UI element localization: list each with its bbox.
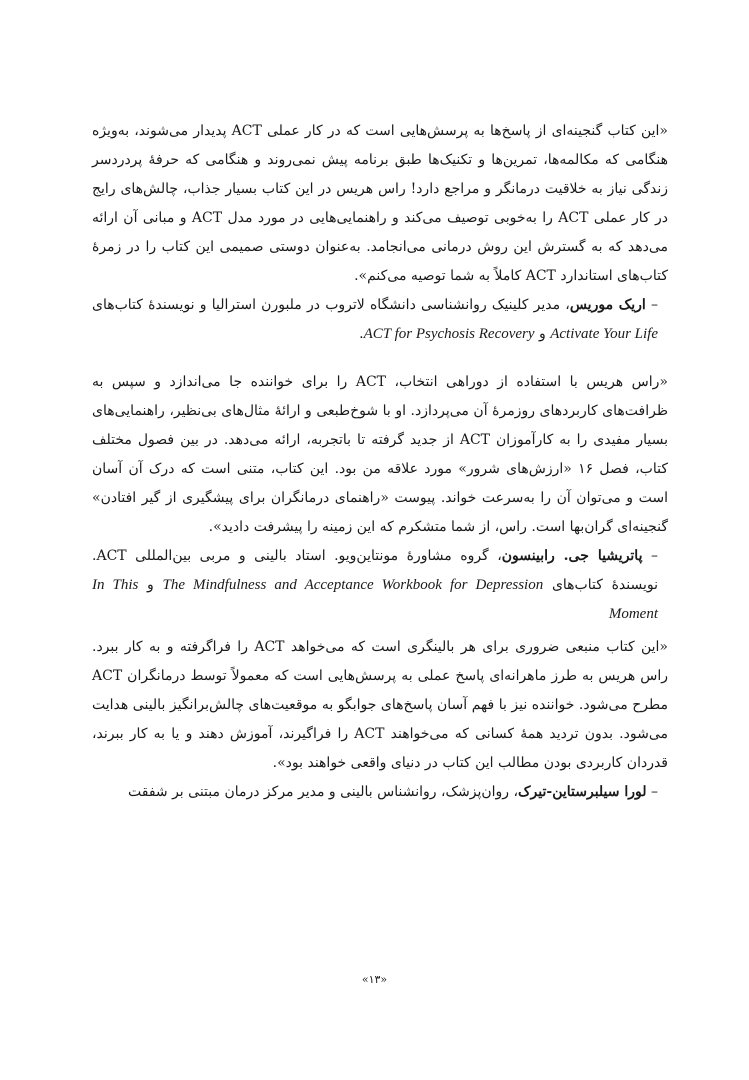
endorsement-quote: «راس هریس با استفاده از دوراهی انتخاب، ACT را برای خواننده جا می‌اندازد و سپس به ظرافت‌های کاربردهای روزمرهٔ آن می‌پردازد. او با شوخ‌طبعی و ارائهٔ مثال‌های بی‌نظیر، راهنمایی‌های بسیار مفیدی را به کارآموزان ACT از جدید گرفته تا باتجربه، ارائه می‌دهد. در بین فصول مختلف کتاب، فصل ۱۶ «ارزش‌های شرور» مورد علاقه من بود. این کتاب، متنی است که درک آن آسان است و می‌توان آن را به‌سرعت خواند. پیوست «راهنمای درمانگران برای پیشگیری از گیر افتادن» گنجینه‌ای گران‌بها است. راس، از شما متشکرم که این زمینه را پیشرفت دادید». [92, 374, 668, 535]
book-title: ACT for Psychosis Recovery [363, 326, 535, 342]
endorsement-attribution: – لورا سیلبرستاین-تیرک، روان‌پزشک، روانشناس بالینی و مدیر مرکز درمان مبتنی بر شفقت [127, 784, 658, 800]
endorser-name: لورا سیلبرستاین-تیرک [518, 784, 647, 800]
endorser-role: ، گروه مشاورهٔ مونتاین‌ویو. استاد بالینی و مربی بین‌المللی ACT. نویسندهٔ کتاب‌های [92, 548, 658, 593]
endorsement-attribution: – اریک موریس، مدیر کلینیک روانشناسی دانشگاه لاتروب در ملبورن استرالیا و نویسندهٔ کتاب‌های Activate Your Life و ACT for Psychosis Recovery. [92, 297, 658, 342]
book-title: In This Moment [92, 577, 658, 622]
endorsement-attribution: – پاتریشیا جی. رابینسون، گروه مشاورهٔ مونتاین‌ویو. استاد بالینی و مربی بین‌المللی ACT. نویسندهٔ کتاب‌های The Mindfulness and Acceptance Workbook for Depression و In This Moment [92, 548, 658, 622]
endorsement-block-3 [92, 633, 668, 807]
endorser-role: ، مدیر کلینیک روانشناسی دانشگاه لاتروب در ملبورن استرالیا و نویسندهٔ کتاب‌های [92, 297, 570, 313]
book-title: Activate Your Life [550, 326, 658, 342]
endorser-name: پاتریشیا جی. رابینسون [501, 548, 643, 564]
endorsement-quote: «این کتاب گنجینه‌ای از پاسخ‌ها به پرسش‌هایی است که در کار عملی ACT پدیدار می‌شوند، به‌ویژه هنگامی که مکالمه‌ها، تمرین‌ها و تکنیک‌ها طبق برنامه پیش نمی‌روند و هنگامی که حرفهٔ پردردسر زندگی نیاز به خلاقیت درمانگر و مراجع دارد! راس هریس در این کتاب بسیار جذاب، چالش‌های رایج در کار عملی ACT را به‌خوبی توصیف می‌کند و راهنمایی‌هایی در مورد مدل ACT و مبانی آن ارائه می‌دهد که به گسترش این روش درمانی می‌انجامد. به‌عنوان دوستی صمیمی این کتاب را در زمرهٔ کتاب‌های استاندارد ACT کاملاً به شما توصیه می‌کنم». [92, 123, 669, 284]
endorsement-block-1 [92, 117, 668, 349]
endorsement-quote: «این کتاب منبعی ضروری برای هر بالینگری است که می‌خواهد ACT را فراگرفته و به کار ببرد. راس هریس به طرز ماهرانه‌ای پاسخ عملی به پرسش‌هایی است که معمولاً توسط درمانگران ACT مطرح می‌شود. خواننده نیز با فهم آسان پاسخ‌های جوابگو به موقعیت‌های چالش‌برانگیز بالینی هدایت می‌شود. بدون تردید همهٔ کسانی که می‌خواهند ACT را فراگیرند، آموزش دهند و یا به کار ببرند، قدردان کاربردی بودن مطالب این کتاب در دنیای واقعی خواهند بود». [92, 639, 669, 771]
endorser-name: اریک موریس [569, 297, 646, 313]
endorsement-block-2 [92, 368, 668, 629]
book-title: The Mindfulness and Acceptance Workbook for Depression [162, 577, 544, 593]
endorser-role: ، روان‌پزشک، روانشناس بالینی و مدیر مرکز درمان مبتنی بر شفقت [127, 784, 519, 800]
page-number: «۱۳» [361, 973, 388, 986]
conjunction: و [147, 577, 154, 593]
conjunction: و [539, 326, 546, 342]
